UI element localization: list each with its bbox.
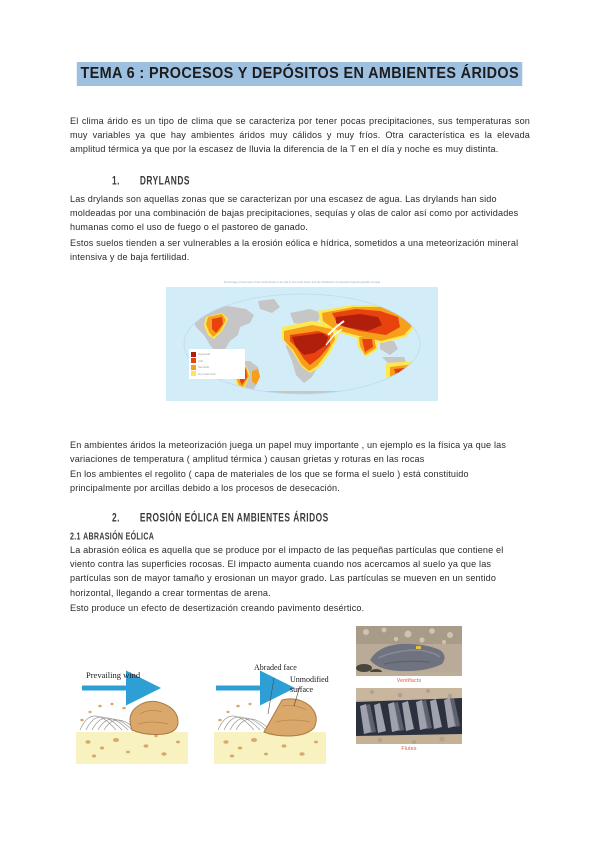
legend-item bbox=[191, 364, 243, 370]
legend-label-arid: Arid bbox=[198, 358, 203, 363]
map-canvas bbox=[166, 287, 438, 401]
section-1-paragraph-2: Estos suelos tienden a ser vulnerables a la erosión eólica e hídrica, sometidos a una meteorización mineral intensiva y de baja fertilidad. bbox=[70, 238, 519, 263]
section-1-paragraph-3: En ambientes áridos la meteorización juega un papel muy importante , un ejemplo es la física ya que las variaciones de temperatura ( amplitud térmica ) causan grietas y roturas en las rocas bbox=[70, 440, 507, 465]
legend-label-hyperarid: Hyperarid bbox=[198, 352, 211, 356]
section-1-label: DRYLANDS bbox=[139, 175, 190, 188]
section-1-paragraph-4: En los ambientes el regolito ( capa de materiales de los que se forma el suelo ) está constituido principalmente por arcillas debido a los procesos de desecación. bbox=[70, 469, 469, 494]
section-2-paragraph-1: La abrasión eólica es aquella que se produce por el impacto de las pequeñas partículas que contiene el viento contra las superficies rocosas. El impacto aumenta cuando nos acercamos al suelo ya que las partículas son de mayor tamaño y erosionan un mayor grado. Las partículas se mueven en un sentido horizontal, llegando a crear tormentas de arena. bbox=[70, 545, 504, 598]
subsection-2-1-label: ABRASIÓN EÓLICA bbox=[83, 530, 155, 542]
section-1-paragraph-1: Las drylands son aquellas zonas que se caracterizan por una escasez de agua. Las drylands han sido moldeadas por una combinación de bajas precipitaciones, sequías y olas de calor así como por actividades humanas como el uso de fuego o el pastoreo de ganado. bbox=[70, 194, 519, 233]
legend-swatch-arid bbox=[191, 358, 196, 363]
label-unmodified-surface-line2: surface bbox=[290, 685, 314, 694]
section-1-number: 1. bbox=[112, 175, 120, 188]
flutes-photo-caption: Flutes bbox=[401, 746, 417, 752]
label-prevailing-wind: Prevailing wind bbox=[86, 670, 141, 680]
map-caption: Percentage of land area of the world shown to be arid or semi-arid zones and the distribution of potential drylands globally of areas bbox=[223, 281, 381, 284]
section-2-number: 2. bbox=[112, 512, 120, 525]
legend-swatch-dry-subhumid bbox=[191, 371, 196, 376]
page-title: TEMA 6 : PROCESOS Y DEPÓSITOS EN AMBIENTES ÁRIDOS bbox=[77, 62, 523, 86]
legend-item bbox=[191, 358, 243, 364]
page-title-wrap bbox=[0, 62, 600, 86]
legend-label-semiarid: Semiarid bbox=[198, 365, 210, 369]
section-2-label: EROSIÓN EÓLICA EN AMBIENTES ÁRIDOS bbox=[139, 512, 329, 525]
world-aridity-map-figure bbox=[166, 281, 438, 405]
ventifact-photo bbox=[356, 626, 462, 676]
legend-swatch-semiarid bbox=[191, 365, 196, 370]
legend-swatch-hyperarid bbox=[191, 352, 196, 357]
flutes-photo bbox=[356, 688, 462, 744]
intro-paragraph: El clima árido es un tipo de clima que se caracteriza por tener pocas precipitaciones, sus temperaturas son muy variables ya que hay ambientes áridos muy cálidos y muy fríos. Otra característica es la elevada amplitud térmica ya que por la escasez de lluvia la diferencia de la T en el día y noche es muy distinta. bbox=[70, 116, 530, 155]
ventifact-photo-caption: Ventifacts bbox=[396, 678, 422, 684]
legend-item bbox=[191, 351, 243, 357]
legend-label-dry-subhumid: Dry subhumid bbox=[198, 371, 216, 376]
section-2-paragraph-2: Esto produce un efecto de desertización creando pavimento desértico. bbox=[70, 603, 365, 613]
legend-item bbox=[191, 371, 243, 377]
subsection-2-1-number: 2.1 bbox=[70, 530, 81, 542]
section-1-heading bbox=[112, 175, 190, 188]
label-abraded-face: Abraded face bbox=[254, 663, 297, 672]
section-2-heading bbox=[112, 512, 329, 525]
photo-column bbox=[356, 626, 462, 756]
subsection-2-1-heading bbox=[70, 530, 154, 542]
label-unmodified-surface-line1: Unmodified bbox=[290, 675, 329, 684]
map-legend bbox=[189, 349, 245, 379]
wind-abrasion-diagram bbox=[68, 656, 340, 772]
